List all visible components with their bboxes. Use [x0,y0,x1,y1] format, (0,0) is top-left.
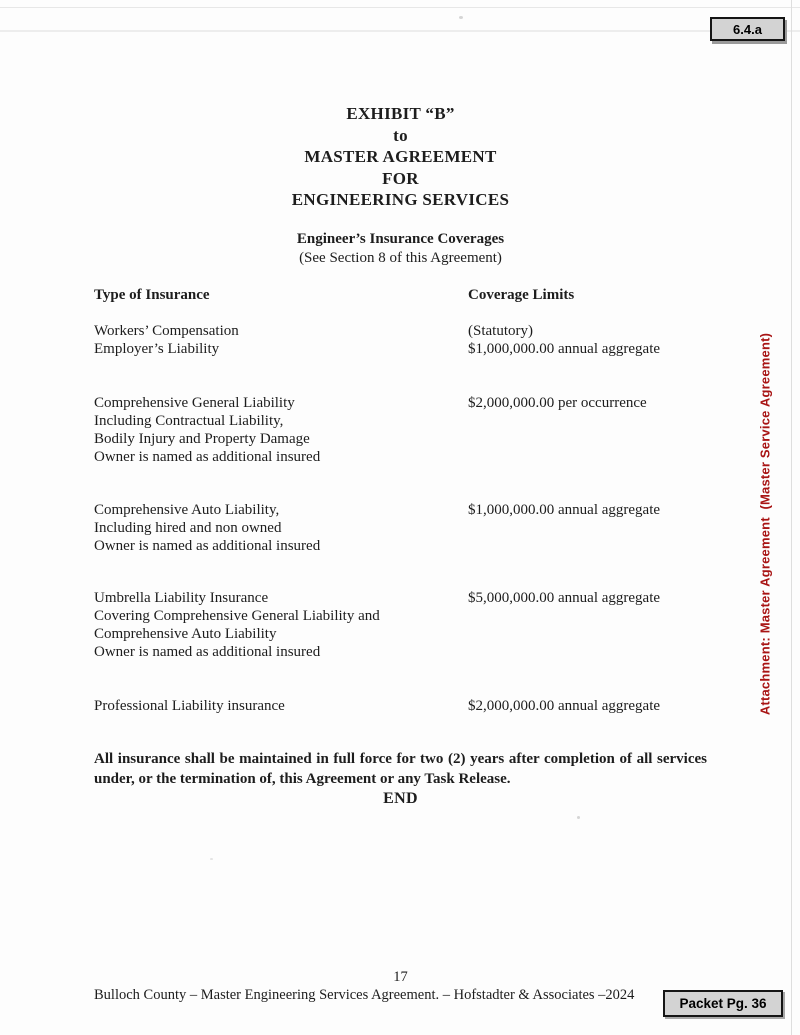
document-footer: Bulloch County – Master Engineering Services Agreement. – Hofstadter & Associates –2024 [94,987,635,1003]
scan-artifact-line [791,0,792,1035]
title-line-master-agreement: MASTER AGREEMENT [304,147,497,166]
coverage-limit [468,501,706,555]
text-line: Comprehensive General Liability [94,395,295,411]
text-line: Bodily Injury and Property Damage [94,431,310,447]
maintenance-clause: All insurance shall be maintained in full force for two (2) years after completion of all services under, or the termination of, this Agreement or any Task Release. [94,751,707,787]
table-row [94,589,706,661]
exhibit-title-block [94,103,707,211]
text-line: $1,000,000.00 annual aggregate [468,341,661,357]
insurance-coverages-heading: Engineer’s Insurance Coverages [296,231,505,247]
text-line: $5,000,000.00 annual aggregate [468,590,661,606]
text-line: Comprehensive Auto Liability [94,626,277,642]
column-header-limits: Coverage Limits [468,287,575,303]
text-line: (Statutory) [468,323,533,339]
title-line-for: FOR [382,168,419,188]
text-line: $2,000,000.00 annual aggregate [468,698,661,714]
coverage-limit [468,322,706,358]
page-number: 17 [393,969,408,985]
insurance-type [94,501,468,555]
text-line: Including hired and non owned [94,520,282,536]
scan-speck [577,816,580,819]
scan-artifact-line [0,7,800,8]
insurance-type [94,589,468,661]
agenda-item-badge[interactable]: 6.4.a [710,17,785,41]
title-line-exhibit: EXHIBIT “B” [346,104,455,123]
text-line: Owner is named as additional insured [94,449,321,465]
text-line: Owner is named as additional insured [94,538,321,554]
text-line: Covering Comprehensive General Liability and [94,608,380,624]
end-label: END [383,790,418,807]
scan-artifact-line [0,30,800,32]
scan-speck [459,16,463,19]
section-reference-note: (See Section 8 of this Agreement) [299,250,502,266]
coverage-limit [468,589,706,661]
table-row [94,394,706,466]
text-line: $1,000,000.00 annual aggregate [468,502,661,518]
table-row [94,697,706,715]
text-line: Including Contractual Liability, [94,413,284,429]
coverage-limit [468,697,706,715]
scan-speck [210,858,213,860]
text-line: Professional Liability insurance [94,698,285,714]
coverage-limit [468,394,706,466]
closing-block [94,750,707,808]
column-header-type: Type of Insurance [94,287,210,303]
table-header-row [94,286,706,304]
attachment-sidebar-label: Attachment: Master Agreement (Master Service Agreement) [757,332,773,716]
text-line: Umbrella Liability Insurance [94,590,269,606]
text-line: Owner is named as additional insured [94,644,321,660]
table-row [94,322,706,358]
insurance-type [94,394,468,466]
text-line: Employer’s Liability [94,341,220,357]
insurance-type [94,322,468,358]
subtitle-block [94,230,707,268]
text-line: $2,000,000.00 per occurrence [468,395,647,411]
text-line: Comprehensive Auto Liability, [94,502,280,518]
title-line-engineering-services: ENGINEERING SERVICES [291,190,510,209]
packet-page-badge[interactable]: Packet Pg. 36 [663,990,783,1017]
insurance-type [94,697,468,715]
text-line: Workers’ Compensation [94,323,239,339]
title-line-to: to [393,125,408,145]
table-row [94,501,706,555]
